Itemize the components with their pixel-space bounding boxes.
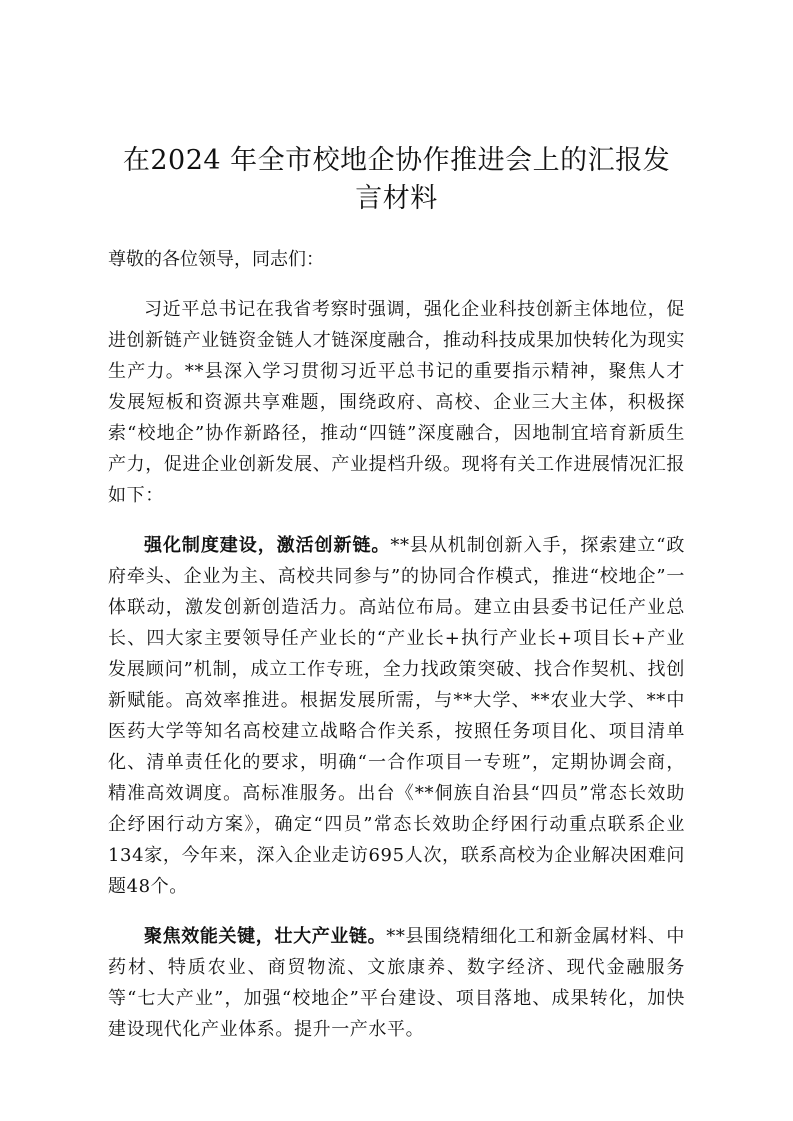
paragraph-industry-chain [108,921,685,1045]
paragraph-industry-chain-heading: 聚焦效能关键，壮大产业链。 [144,926,387,947]
greeting: 尊敬的各位领导，同志们： [108,249,324,270]
document-title: 在2024 年全市校地企协作推进会上的汇报发言材料 [122,145,671,214]
paragraph-intro [108,294,685,511]
paragraph-innovation-chain-text: **县从机制创新入手，探索建立“政府牵头、企业为主、高校共同参与”的协同合作模式，推进“校地企”一体联动，激发创新创造活力。高站位布局。建立由县委书记任产业总长、四大家主要领导任产业长的“产业长+执行产业长+项目长+产业发展顾问”机制，成立工作专班，全力找政策突破、找合作契机、找创新赋能。高效率推进。根据发展所需，与**大学、**农业大学、**中医药大学等知名高校建立战略合作关系，按照任务项目化、项目清单化、清单责任化的要求，明确“一合作项目一专班”，定期协调会商，精准高效调度。高标准服务。出台《**侗族自治县“四员”常态长效助企纾困行动方案》，确定“四员”常态长效助企纾困行动重点联系企业134家，今年来，深入企业走访695人次，联系高校为企业解决困难问题48个。 [108,535,685,897]
paragraph-innovation-chain [108,530,685,902]
paragraph-industry-chain-text: **县围绕精细化工和新金属材料、中药材、特质农业、商贸物流、文旅康养、数字经济、现代金融服务等“七大产业”，加强“校地企”平台建设、项目落地、成果转化，加快建设现代化产业体系。提升一产水平。 [108,926,685,1040]
paragraph-innovation-chain-heading: 强化制度建设，激活创新链。 [144,535,391,556]
paragraph-intro-text: 习近平总书记在我省考察时强调，强化企业科技创新主体地位，促进创新链产业链资金链人才链深度融合，推动科技成果加快转化为现实生产力。**县深入学习贯彻习近平总书记的重要指示精神，聚焦人才发展短板和资源共享难题，围绕政府、高校、企业三大主体，积极探索“校地企”协作新路径，推动“四链”深度融合，因地制宜培育新质生产力，促进企业创新发展、产业提档升级。现将有关工作进展情况汇报如下： [108,299,685,506]
